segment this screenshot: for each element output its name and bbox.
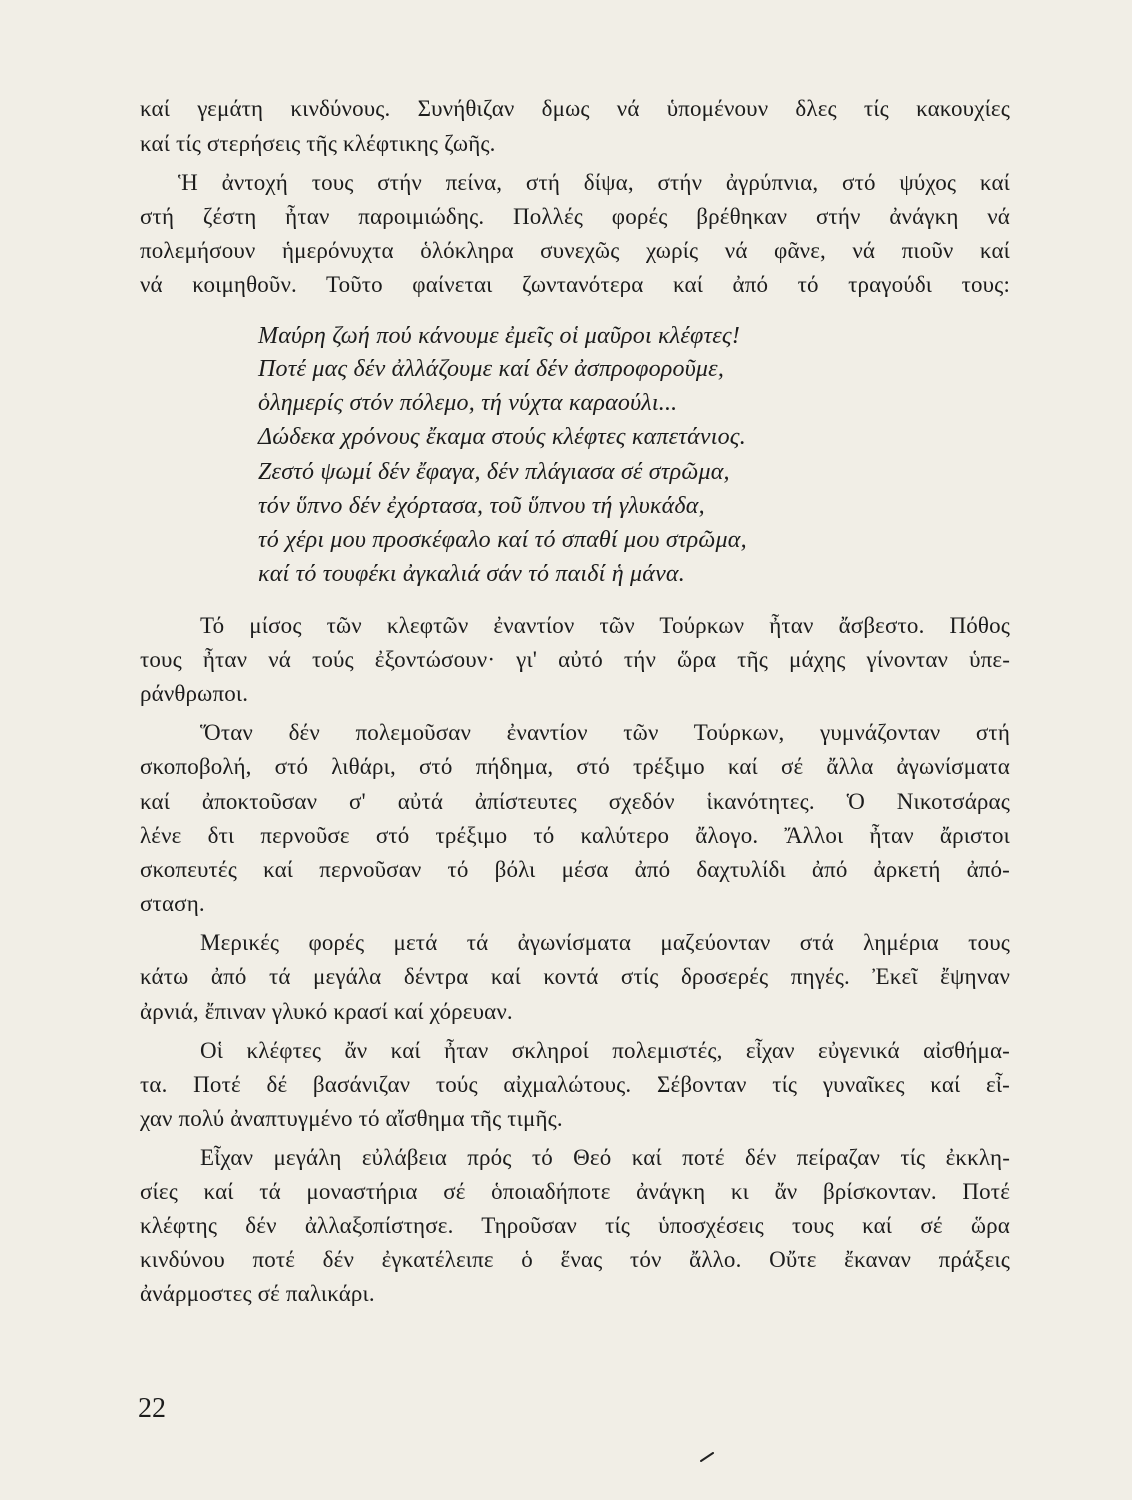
poem-verse: Μαύρη ζωή πού κάνουμε ἐμεῖς οἱ μαῦροι κλέφτες! [258,323,741,349]
text-line: Οἱ κλέφτες ἄν καί ἦταν σκληροί πολεμιστές, εἶχαν εὐγενικά αἰσθήμα- [200,1038,1010,1063]
text-line: Μερικές φορές μετά τά ἀγωνίσματα μαζεύονταν στά λημέρια τους [200,930,1010,955]
text-line: στή ζέστη ἦταν παροιμιώδης. Πολλές φορές βρέθηκαν στήν ἀνάγκη νά [140,204,1010,229]
text-line: ράνθρωποι. [140,681,249,706]
poem-verse: ὁλημερίς στόν πόλεμο, τή νύχτα καραούλι... [258,390,678,416]
text-line: Ὅταν δέν πολεμοῦσαν ἐναντίον τῶν Τούρκων, γυμνάζονταν στή [200,720,1010,745]
text-line: ἀρνιά, ἔπιναν γλυκό κρασί καί χόρευαν. [140,999,513,1024]
text-line: λένε δτι περνοῦσε στό τρέξιμο τό καλύτερο ἄλογο. Ἄλλοι ἦταν ἄριστοι [140,823,1010,848]
text-line: τα. Ποτέ δέ βασάνιζαν τούς αἰχμαλώτους. Σέβονταν τίς γυναῖκες καί εἶ- [140,1072,1010,1097]
text-line: κάτω ἀπό τά μεγάλα δέντρα καί κοντά στίς δροσερές πηγές. Ἐκεῖ ἔψηναν [140,964,1010,989]
text-line: σκοπευτές καί περνοῦσαν τό βόλι μέσα ἀπό δαχτυλίδι ἀπό ἀρκετή ἀπό- [140,857,1010,882]
poem-verse: Ζεστό ψωμί δέν ἔφαγα, δέν πλάγιασα σέ στρῶμα, [258,459,730,485]
text-line: σκοποβολή, στό λιθάρι, στό πήδημα, στό τρέξιμο καί σέ ἄλλα ἀγωνίσματα [140,754,1010,779]
page-number: 22 [138,1393,166,1424]
text-line: σίες καί τά μοναστήρια σέ ὁποιαδήποτε ἀνάγκη κι ἄν βρίσκονταν. Ποτέ [140,1179,1010,1204]
text-line: Ἡ ἀντοχή τους στήν πείνα, στή δίψα, στήν ἀγρύπνια, στό ψύχος καί [178,170,1010,195]
poem-verse: τόν ὕπνο δέν ἐχόρτασα, τοῦ ὕπνου τή γλυκάδα, [258,493,705,519]
pen-mark-icon [700,1452,714,1462]
text-line: πολεμήσουν ἡμερόνυχτα ὁλόκληρα συνεχῶς χωρίς νά φᾶνε, νά πιοῦν καί [140,238,1010,263]
text-line: κινδύνου ποτέ δέν ἐγκατέλειπε ὁ ἕνας τόν ἄλλο. Οὔτε ἔκαναν πράξεις [140,1247,1010,1272]
text-line: καί γεμάτη κινδύνους. Συνήθιζαν δμως νά ὑπομένουν δλες τίς κακουχίες [140,96,1010,121]
text-line: Εἶχαν μεγάλη εὐλάβεια πρός τό Θεό καί ποτέ δέν πείραζαν τίς ἐκκλη- [200,1145,1010,1170]
text-line: σταση. [140,891,205,916]
text-line: τους ἦταν νά τούς ἐξοντώσουν· γι' αὐτό τήν ὥρα τῆς μάχης γίνονταν ὑπε- [140,647,1010,672]
text-line: καί τίς στερήσεις τῆς κλέφτικης ζωῆς. [140,131,496,156]
poem-verse: καί τό τουφέκι ἀγκαλιά σάν τό παιδί ἡ μάνα. [258,561,685,587]
text-line: ἀνάρμοστες σέ παλικάρι. [140,1281,375,1306]
text-line: καί ἀποκτοῦσαν σ' αὐτά ἀπίστευτες σχεδόν ἱκανότητες. Ὁ Νικοτσάρας [140,789,1010,814]
poem-verse: Δώδεκα χρόνους ἔκαμα στούς κλέφτες καπετάνιος. [258,424,746,450]
poem-verse: Ποτέ μας δέν ἀλλάζουμε καί δέν ἀσπροφοροῦμε, [258,356,725,382]
text-line: νά κοιμηθοῦν. Τοῦτο φαίνεται ζωντανότερα καί ἀπό τό τραγούδι τους: [140,272,1010,297]
text-line: κλέφτης δέν ἀλλαξοπίστησε. Τηροῦσαν τίς ὑποσχέσεις τους καί σέ ὥρα [140,1213,1010,1238]
poem-verse: τό χέρι μου προσκέφαλο καί τό σπαθί μου στρῶμα, [258,527,747,553]
text-line: χαν πολύ ἀναπτυγμένο τό αἴσθημα τῆς τιμῆς. [140,1106,563,1131]
text-line: Τό μίσος τῶν κλεφτῶν ἐναντίον τῶν Τούρκων ἦταν ἄσβεστο. Πόθος [200,613,1010,638]
